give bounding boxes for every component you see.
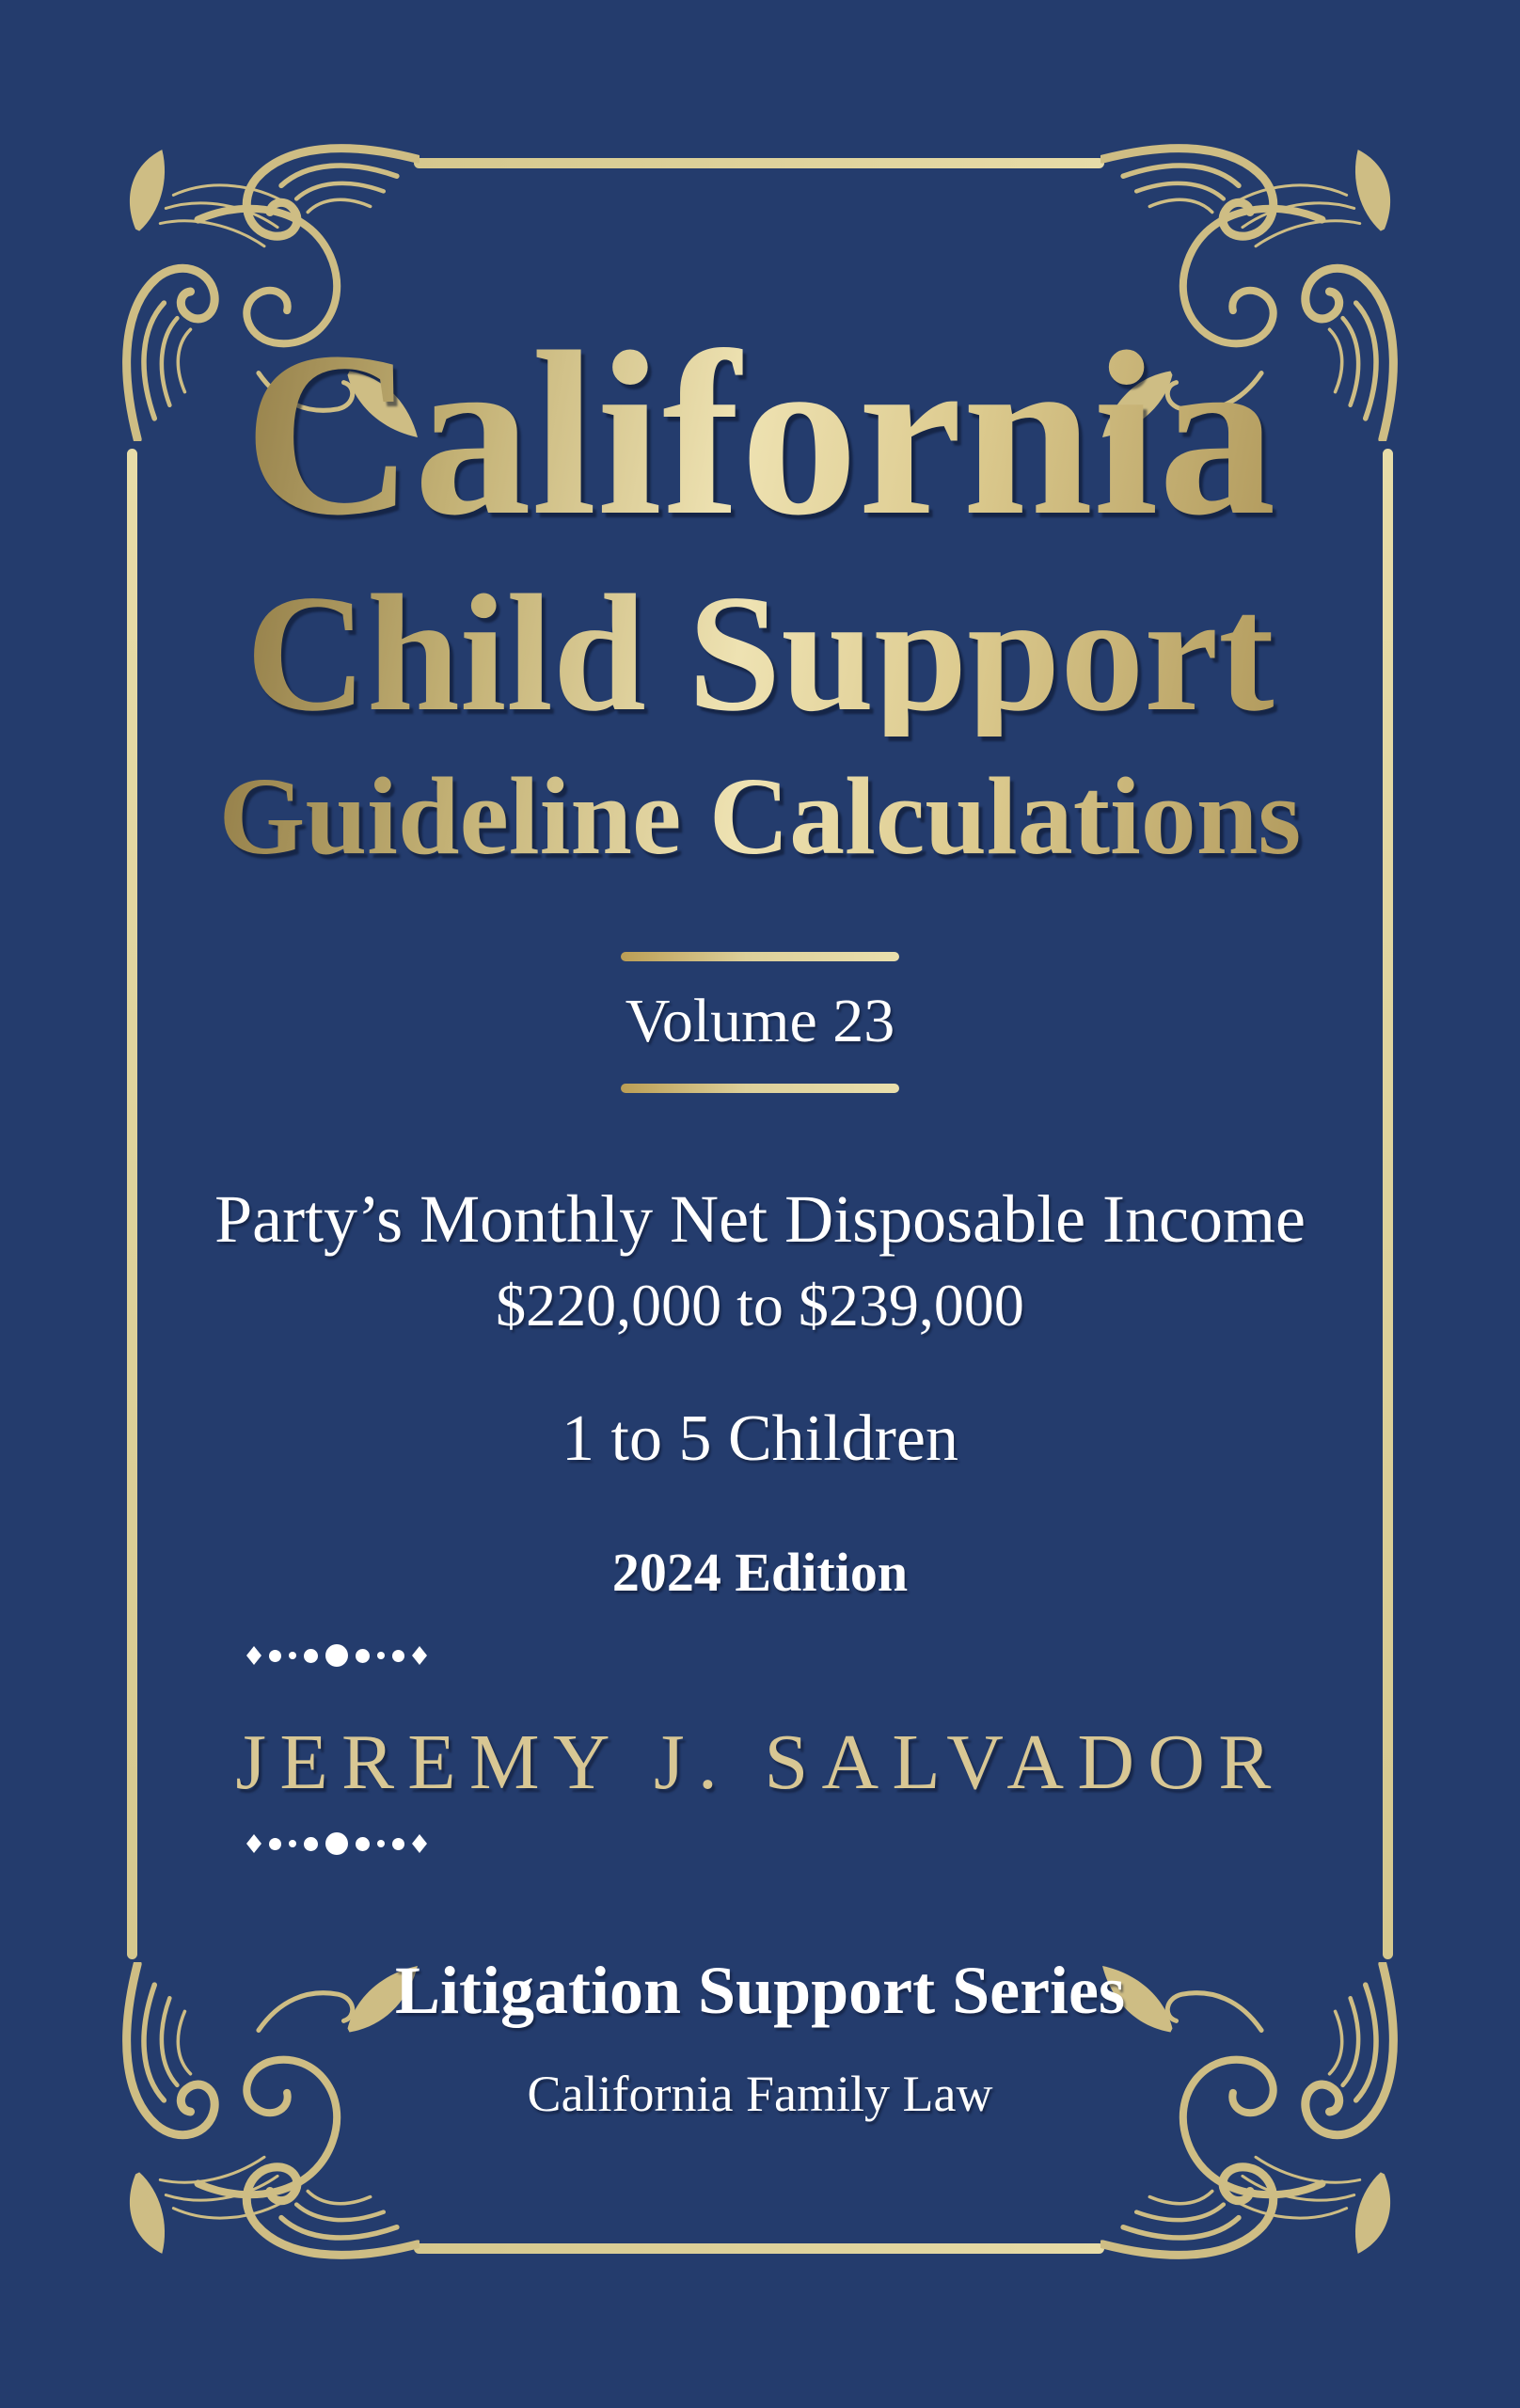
divider-dot	[377, 1840, 385, 1847]
frame-border-top	[414, 158, 1104, 168]
ornamental-divider-top	[246, 1642, 1274, 1669]
divider-dot	[377, 1652, 385, 1659]
title-line-1: California	[244, 304, 1276, 564]
volume-label: Volume 23	[625, 987, 895, 1055]
divider-dot	[289, 1652, 296, 1659]
divider-dot	[269, 1838, 281, 1850]
divider-diamond-icon	[412, 1646, 427, 1665]
divider-dot	[304, 1649, 318, 1663]
income-range-line-2: $220,000 to $239,000	[496, 1272, 1024, 1339]
corner-flourish-bottom-right-icon	[1100, 1962, 1403, 2265]
volume-rule-top	[621, 952, 899, 961]
divider-dot	[304, 1837, 318, 1851]
divider-dot	[392, 1650, 404, 1662]
divider-dot	[356, 1649, 370, 1663]
corner-flourish-bottom-left-icon	[117, 1962, 420, 2265]
divider-diamond-icon	[246, 1834, 261, 1853]
frame-border-bottom	[414, 2243, 1104, 2254]
divider-diamond-icon	[412, 1834, 427, 1853]
category-label: California Family Law	[527, 2066, 993, 2122]
ornamental-divider-bottom	[246, 1830, 1274, 1857]
volume-rule-bottom	[621, 1084, 899, 1093]
divider-diamond-icon	[246, 1646, 261, 1665]
divider-dot	[356, 1837, 370, 1851]
frame-border-left	[127, 449, 137, 1959]
edition-label: 2024 Edition	[611, 1542, 909, 1603]
divider-dot	[325, 1832, 348, 1855]
children-range-line: 1 to 5 Children	[562, 1402, 958, 1475]
divider-dot	[269, 1650, 281, 1662]
frame-border-right	[1383, 449, 1393, 1959]
divider-dot	[289, 1840, 296, 1847]
divider-dot	[325, 1644, 348, 1667]
income-range-line-1: Party’s Monthly Net Disposable Income	[214, 1181, 1306, 1257]
title-line-3: Guideline Calculations	[218, 754, 1302, 878]
author-name: JEREMY J. SALVADOR	[235, 1719, 1285, 1806]
title-line-2: Child Support	[245, 560, 1275, 746]
divider-dot	[392, 1838, 404, 1850]
series-label: Litigation Support Series	[394, 1953, 1126, 2028]
